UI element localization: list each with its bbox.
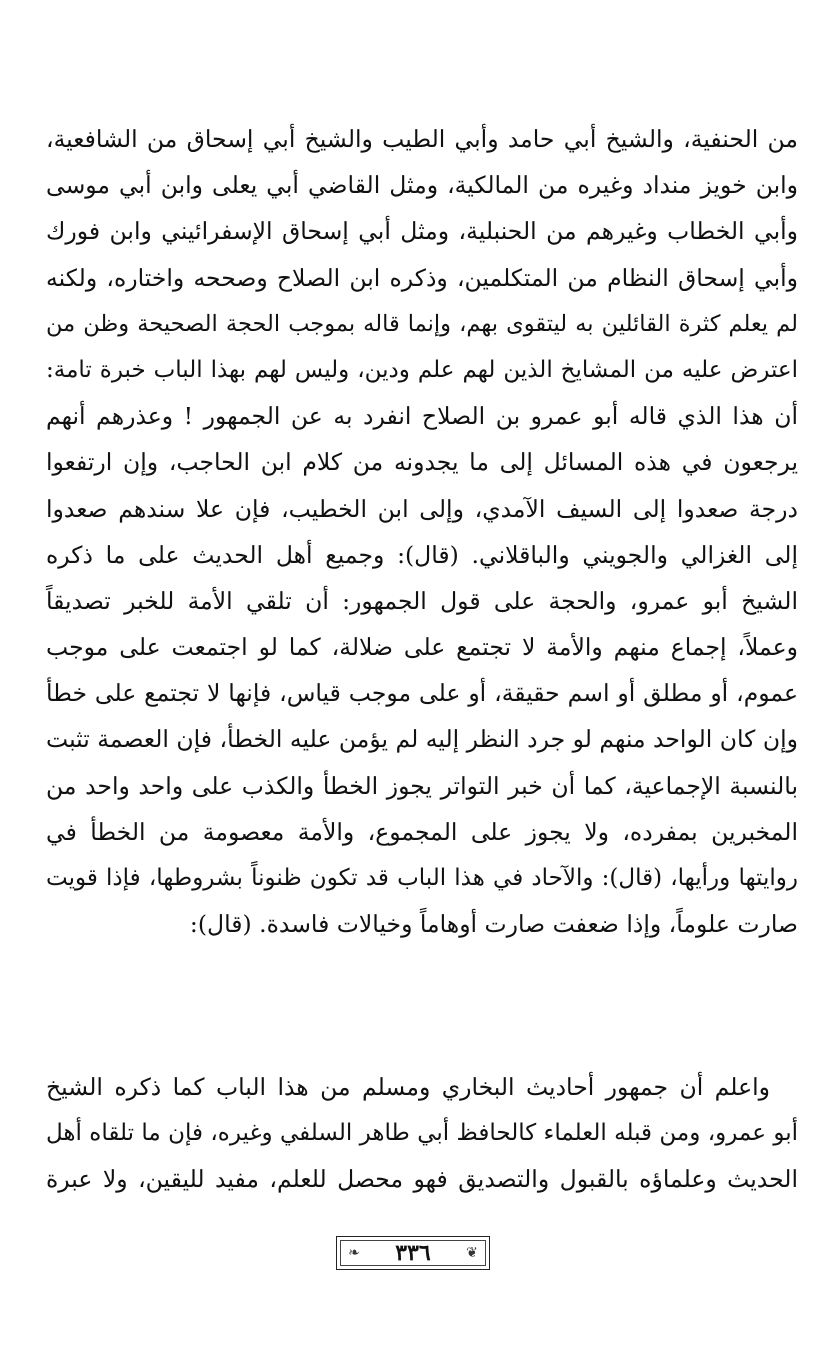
text-line: أبو عمرو، ومن قبله العلماء كالحافظ أبي طاهر السلفي وغيره، فإن ما تلقاه أهل: [46, 1120, 798, 1147]
text-line: وابن خويز منداد وغيره من المالكية، ومثل القاضي أبي يعلى وابن أبي موسى: [46, 171, 798, 200]
text-line: بالنسبة الإجماعية، كما أن خبر التواتر يجوز الخطأ والكذب على واحد واحد من: [46, 771, 798, 800]
text-line: وإن كان الواحد منهم لو جرد النظر إليه لم يؤمن عليه الخطأ، فإن العصمة تثبت: [46, 725, 798, 754]
text-line: أن هذا الذي قاله أبو عمرو بن الصلاح انفرد به عن الجمهور ! وعذرهم أنهم: [46, 402, 798, 431]
page-number-frame: [336, 1236, 490, 1270]
text-line: الشيخ أبو عمرو، والحجة على قول الجمهور: أن تلقي الأمة للخبر تصديقاً: [46, 586, 798, 615]
paragraph-1: [46, 116, 798, 947]
text-line: درجة صعدوا إلى السيف الآمدي، وإلى ابن الخطيب، فإن علا سندهم صعدوا: [46, 494, 798, 523]
text-line: المخبرين بمفرده، ولا يجوز على المجموع، والأمة معصومة من الخطأ في: [46, 817, 798, 846]
floral-ornament-icon: ❦: [466, 1245, 478, 1261]
text-line: إلى الغزالي والجويني والباقلاني. (قال): وجميع أهل الحديث على ما ذكره: [46, 540, 798, 569]
text-line: وعملاً، إجماع منهم والأمة لا تجتمع على ضلالة، كما لو اجتمعت على موجب: [46, 633, 798, 662]
text-line: عموم، أو مطلق أو اسم حقيقة، أو على موجب قياس، فإنها لا تجتمع على خطأ: [46, 679, 798, 708]
text-line: الحديث وعلماؤه بالقبول والتصديق فهو محصل للعلم، مفيد لليقين، ولا عبرة: [46, 1165, 798, 1194]
text-line: لم يعلم كثرة القائلين به ليتقوى بهم، وإنما قاله بموجب الحجة الصحيحة وظن من: [46, 310, 798, 337]
page-number: ٣٣٦: [395, 1240, 431, 1266]
text-line: من الحنفية، والشيخ أبي حامد وأبي الطيب والشيخ أبي إسحاق من الشافعية،: [46, 125, 798, 153]
paragraph-2: [46, 1064, 798, 1203]
text-line: روايتها ورأيها، (قال): والآحاد في هذا الباب قد تكون ظنوناً بشروطها، فإذا قويت: [46, 865, 798, 891]
text-line: صارت علوماً، وإذا ضعفت صارت أوهاماً وخيالات فاسدة. (قال):: [189, 910, 798, 939]
text-line: اعترض عليه من المشايخ الذين لهم علم ودين، وليس لهم بهذا الباب خبرة تامة:: [46, 356, 798, 383]
floral-ornament-icon: ❧: [348, 1245, 360, 1261]
text-line: يرجعون في هذه المسائل إلى ما يجدونه من كلام ابن الحاجب، وإن ارتفعوا: [46, 448, 798, 477]
text-line: وأبي إسحاق النظام من المتكلمين، وذكره ابن الصلاح وصححه واختاره، ولكنه: [46, 263, 798, 292]
text-line: واعلم أن جمهور أحاديث البخاري ومسلم من هذا الباب كما ذكره الشيخ: [46, 1073, 770, 1101]
text-line: وأبي الخطاب وغيرهم من الحنبلية، ومثل أبي إسحاق الإسفرائيني وابن فورك: [46, 217, 798, 246]
